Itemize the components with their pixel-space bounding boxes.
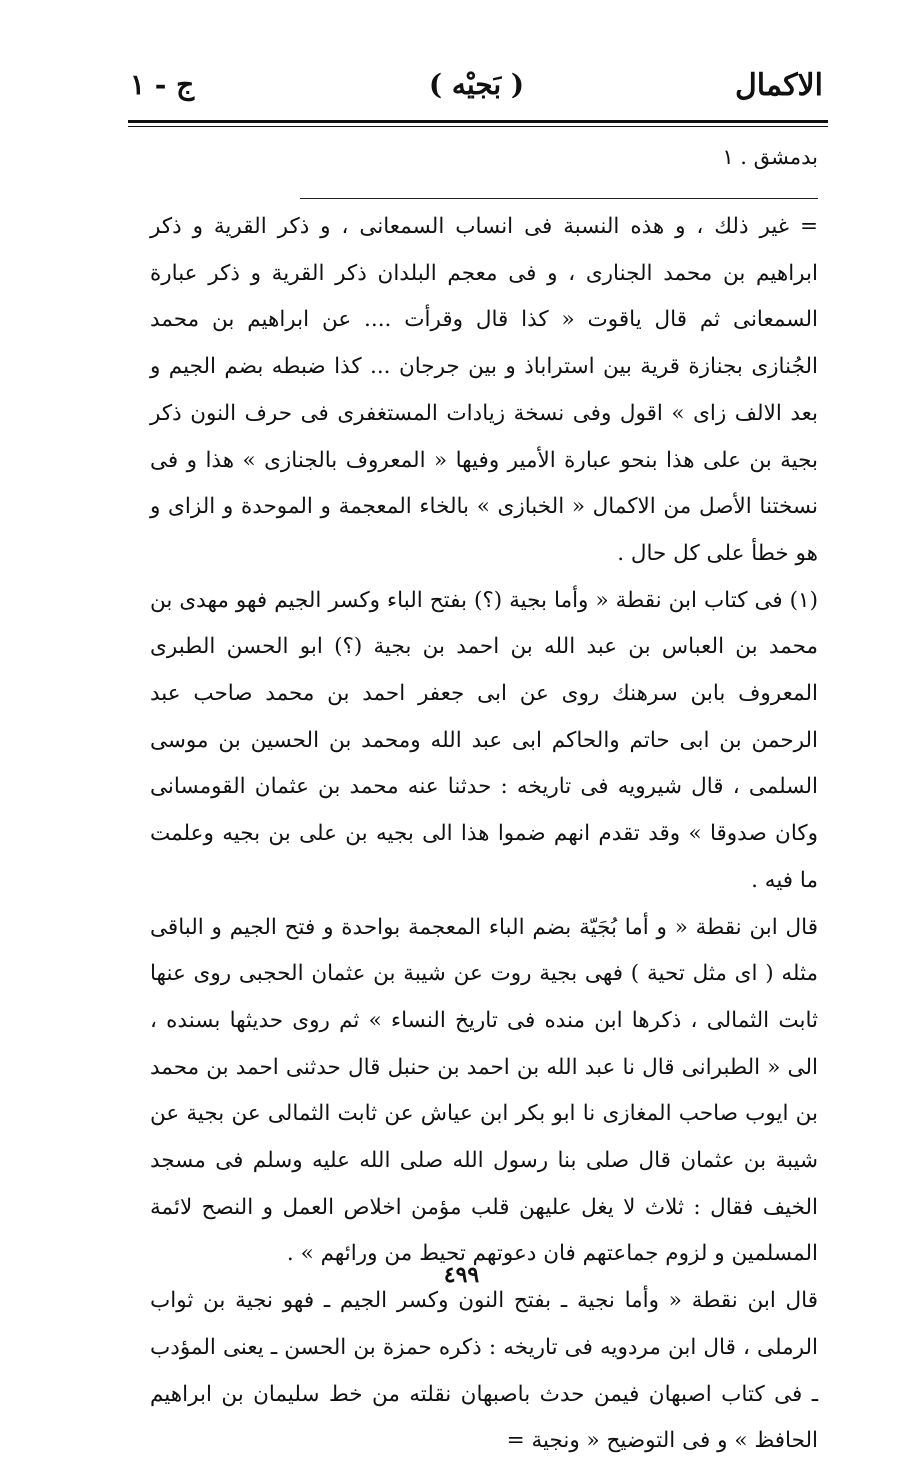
page-number: ٤٩٩ — [443, 1262, 480, 1288]
entry-heading: ( بَجيْه ) — [428, 68, 525, 101]
footnote-separator — [300, 198, 818, 199]
footnote-paragraph: قال ابن نقطة « وأما نجية ـ بفتح النون وكسر الجيم ـ فهو نجية بن ثواب الرملى ، قال ابن مردويه فى تاريخه : ذكره حمزة بن الحسن ـ يعنى المؤدب ـ فى كتاب اصبهان فيمن حدث باصبهان نقلته من خط سليمان بن ابراهيم الحافظ » و فى التوضيح « ونجية = — [150, 1288, 818, 1454]
book-title: الاكمال — [734, 68, 823, 103]
footnote-1: (١) فى كتاب ابن نقطة « وأما بجية (؟) بفتح الباء وكسر الجيم فهو مهدى بن محمد بن العباس بن عبد الله بن احمد بن بجية (؟) ابو الحسن الطبرى المعروف بابن سرهنك روى عن ابى جعفر احمد بن محمد صاحب عبد الرحمن بن ابى حاتم والحاكم ابى عبد الله ومحمد بن الحسين بن موسى السلمى ، قال شيرويه فى تاريخه : حدثنا عنه محمد بن عثمان القومسانى وكان صدوقا » وقد تقدم انهم ضموا هذا الى بجيه بن على بن بجيه وعلمت ما فيه . — [150, 587, 818, 893]
page-header — [130, 62, 823, 122]
volume-label: ج - ١ — [130, 68, 195, 101]
footnote-continuation: = غير ذلك ، و هذه النسبة فى انساب السمعانى ، و ذكر القرية و ذكر ابراهيم بن محمد الجنارى ، و فى معجم البلدان ذكر القرية و ذكر عبارة السمعانى ثم قال ياقوت « كذا قال وقرأت .... عن ابراهيم بن محمد الجُنازى بجنازة قرية بين استراباذ و بين جرجان ... كذا ضبطه بضم الجيم و بعد الالف زاى » اقول وفى نسخة زيادات المستغفرى فى حرف النون ذكر بجية بن على هذا بنحو عبارة الأمير وفيها « المعروف بالجنازى » هذا و فى نسختنا الأصل من الاكمال « الخبازى » بالخاء المعجمة و الموحدة و الزاى و هو خطأ على كل حال . — [150, 214, 818, 566]
footnote-paragraph: قال ابن نقطة « و أما بُجَيّة بضم الباء المعجمة بواحدة و فتح الجيم و الباقى مثله ( اى مثل تحية ) فهى بجية روت عن شيبة بن عثمان الحجبى روى عنها ثابت الثمالى ، ذكرها ابن منده فى تاريخ النساء » ثم روى حديثها بسنده ، الى « الطبرانى قال نا عبد الله بن احمد بن حنبل قال حدثنى احمد بن محمد بن ايوب صاحب المغازى نا ابو بكر ابن عياش عن ثابت الثمالى عن بجية عن شيبة بن عثمان قال صلى بنا رسول الله صلى الله عليه وسلم فى مسجد الخيف فقال : ثلاث لا يغل عليهن قلب مؤمن اخلاص العمل و النصح لائمة المسلمين و لزوم جماعتهم فان دعوتهم تحيط من ورائهم » . — [150, 914, 818, 1267]
main-text-tail: بدمشق . ١ — [722, 145, 818, 169]
header-rule-thin — [128, 126, 828, 127]
header-rule-thick — [128, 120, 828, 123]
